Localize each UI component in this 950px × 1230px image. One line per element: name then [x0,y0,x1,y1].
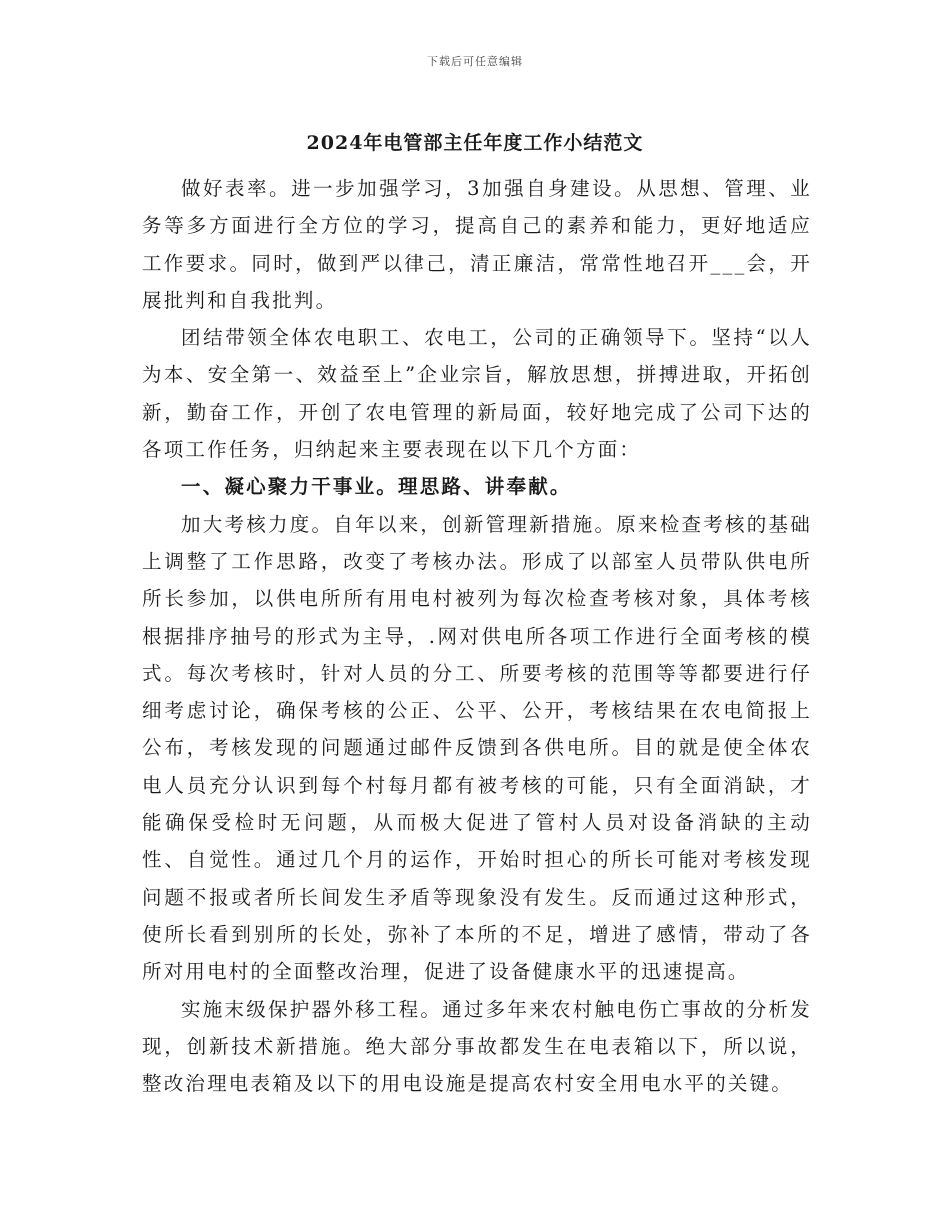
header-note: 下载后可任意编辑 [427,55,523,68]
paragraph-2: 团结带领全体农电职工、农电工，公司的正确领导下。坚持“以人为本、安全第一、效益至上”企业宗旨，解放思想，拼搏进取，开拓创新，勤奋工作，开创了农电管理的新局面，较好地完成了公司下达的各项工作任务，归纳起来主要表现在以下几个方面： [142,326,812,462]
document-body [142,170,812,1102]
page-title: 2024年电管部主任年度工作小结范文 [306,132,644,154]
section-heading: 一、凝心聚力干事业。理思路、讲奉献。 [181,475,572,499]
paragraph-1: 做好表率。进一步加强学习，3加强自身建设。从思想、管理、业务等多方面进行全方位的学习，提高自己的素养和能力，更好地适应工作要求。同时，做到严以律己，清正廉洁，常常性地召开___会，开展批判和自我批判。 [142,177,812,312]
paragraph-3: 加大考核力度。自年以来，创新管理新措施。原来检查考核的基础上调整了工作思路，改变了考核办法。形成了以部室人员带队供电所所长参加，以供电所所有用电村被列为每次检查考核对象，具体考核根据排序抽号的形式为主导，.网对供电所各项工作进行全面考核的模式。每次考核时，针对人员的分工、所要考核的范围等等都要进行仔细考虑讨论，确保考核的公正、公平、公开，考核结果在农电简报上公布，考核发现的问题通过邮件反馈到各供电所。目的就是使全体农电人员充分认识到每个村每月都有被考核的可能，只有全面消缺，才能确保受检时无问题，从而极大促进了管村人员对设备消缺的主动性、自觉性。通过几个月的运作，开始时担心的所长可能对考核发现问题不报或者所长间发生矛盾等现象没有发生。反而通过这种形式，使所长看到别所的长处，弥补了本所的不足，增进了感情，带动了各所对用电村的全面整改治理，促进了设备健康水平的迅速提高。 [142,512,812,984]
paragraph-4: 实施末级保护器外移工程。通过多年来农村触电伤亡事故的分析发现，创新技术新措施。绝大部分事故都发生在电表箱以下，所以说，整改治理电表箱及以下的用电设施是提高农村安全用电水平的关键。 [142,997,812,1096]
